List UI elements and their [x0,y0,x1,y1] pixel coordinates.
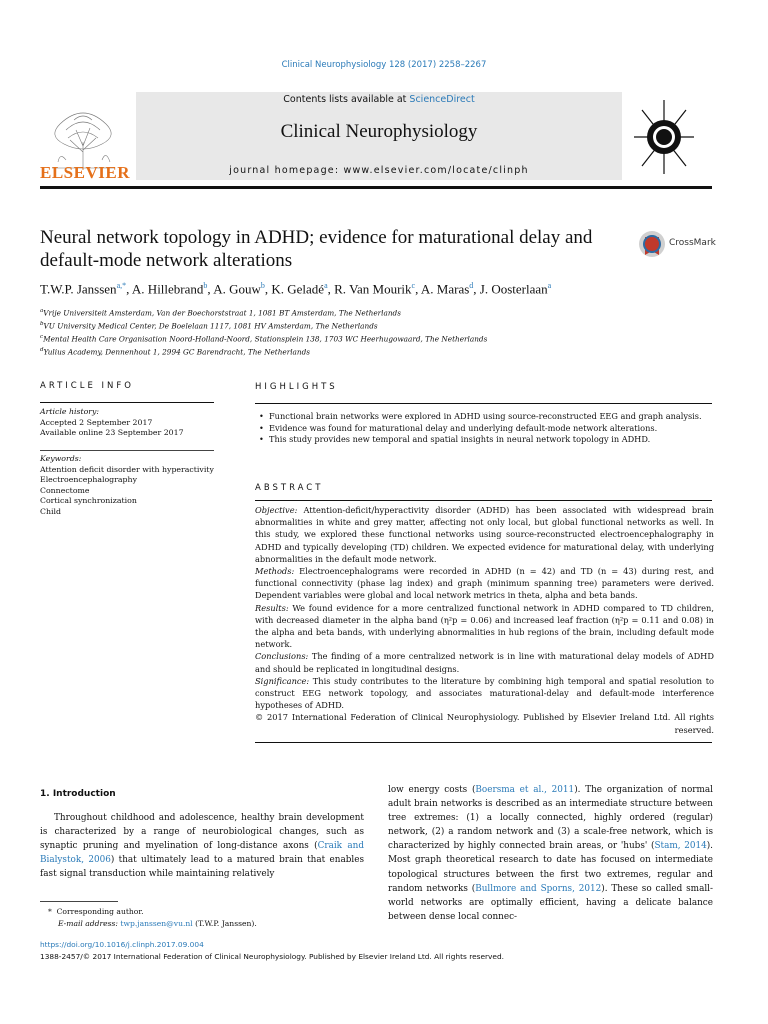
affil-text: Mental Health Care Organisation Noord-Holland-Noord, Stationsplein 138, 1703 WC Heerhugowaard, The Netherlands [43,334,488,344]
contents-prefix: Contents lists available at [283,94,410,105]
highlight-item: • Functional brain networks were explored in ADHD using source-reconstructed EEG and graph analysis. [263,411,715,423]
abstract-section [255,565,714,602]
body-text: low energy costs ( [388,785,476,795]
article-title: Neural network topology in ADHD; evidence for maturational delay and default-mode network alterations [40,227,593,271]
abstract-section [255,675,714,712]
author-affil-marker[interactable]: d [469,281,474,290]
body-text: ). These so called small-world networks are optimally efficient, having a delicate balance between dense local connec- [388,883,713,922]
abstract-body [255,504,714,736]
crossmark-badge[interactable] [638,230,718,260]
abstract-label: Objective: [255,505,298,515]
affiliation [40,345,720,358]
citation-link[interactable]: Craik and Bialystok, 2006 [40,841,364,866]
copyright: © 2017 International Federation of Clinical Neurophysiology. Published by Elsevier Ireland Ltd. All rights reserved. [255,712,714,735]
author-affil-marker[interactable]: b [260,281,265,290]
footnote [40,906,364,929]
author-name: A. Hillebrand [131,281,204,297]
body-text: ). The organization of normal adult brain networks is described as an intermediate structure between tree extremes: (1) a locally connected, highly ordered (regular) network, (2) a random network and (3) a scale-free network, which is characterized by highly connected brain areas, or 'hubs' ( [388,785,713,852]
footnote-rule [40,901,118,902]
keywords [40,454,220,518]
footnote-marker: * [48,907,52,916]
divider [255,742,712,743]
affil-marker: d [40,346,44,353]
author-list: T.W.P. Janssen$^{a,*}$, A. Hillebrand$^b$, A. Gouw$^b$, K. Geladé$^a$, R. Van Mourik$^c$, A. Maras$^d$, J. Oosterlaan$^a$ [40,281,552,297]
crossmark-label: CrossMark [669,238,716,248]
accepted-date: Accepted 2 September 2017 [40,417,153,427]
affiliation [40,319,720,332]
divider [255,500,712,501]
article-info-heading: ARTICLE INFO [40,381,134,391]
journal-name: Clinical Neurophysiology [280,121,478,142]
citation-link[interactable]: Boersma et al., 2011 [475,785,575,795]
affil-marker: c [40,333,44,340]
highlights-list [255,411,715,446]
keyword[interactable]: Attention deficit disorder with hyperactivity [40,464,214,474]
journal-cover-icon [628,94,700,180]
abstract-label: Methods: [255,566,295,577]
author-affil-marker[interactable]: c [411,281,416,290]
author-affil-marker[interactable]: a,* [116,281,127,290]
abstract-section [255,504,714,565]
keyword[interactable]: Connectome [40,485,90,495]
abstract-section [255,602,714,651]
doi-link[interactable]: https://doi.org/10.1016/j.clinph.2017.09.004 [40,940,204,949]
abstract-label: Significance: [255,675,310,686]
contents-line [136,94,622,105]
author-name: K. Geladé [271,281,325,297]
crossmark-icon [638,230,666,258]
abstract-section [255,650,714,674]
abstract-text: This study contributes to the literature by combining high temporal and spatial resolution to construct EEG network topology, and associates maturational-delay and default-mode interference hypotheses of ADHD. [255,675,714,711]
email-label: E-mail address: [58,918,118,928]
abstract-text: Electroencephalograms were recorded in ADHD (n = 42) and TD (n = 43) during rest, and functional connectivity (phase lag index) and graph (minimum spanning tree) parameters were derived. Dependent variables were global and local network metrics in theta, alpha and beta bands. [255,566,714,601]
article-history [40,407,220,439]
highlight-item: • This study provides new temporal and spatial insights in neural network topology in ADHD. [263,434,715,446]
journal-citation[interactable]: Clinical Neurophysiology 128 (2017) 2258–2267 [281,60,487,70]
affil-marker: a [40,308,44,314]
abstract-text: The finding of a more centralized network is in line with maturational delay models of ADHD and should be replicated in longitudinal designs. [255,651,714,674]
author-name: R. Van Mourik [334,281,412,297]
body-text: ). Most graph theoretical research to date has focused on intermediate topological structures between the first two extremes, regular and random networks ( [388,841,713,894]
abstract-label: Results: [255,602,289,613]
author-affil-marker[interactable]: a [324,281,328,290]
affiliations [40,306,720,358]
available-date: Available online 23 September 2017 [40,428,184,438]
abstract-label: Conclusions: [255,651,309,662]
author-affil-marker[interactable]: b [203,281,208,290]
body-text: Throughout childhood and adolescence, healthy brain development is characterized by a range of neurobiological changes, such as synaptic pruning and myelination of long-distance axons ( [40,813,364,852]
citation-link[interactable]: Bullmore and Sporns, 2012 [475,883,602,894]
author-affil-marker[interactable]: a [547,281,552,290]
highlight-item: • Evidence was found for maturational delay and underlying default-mode network alterations. [263,423,715,435]
affil-text: Yulius Academy, Dennenhout 1, 2994 GC Barendracht, The Netherlands [43,347,311,357]
sciencedirect-link[interactable]: ScienceDirect [409,94,475,105]
journal-homepage[interactable]: journal homepage: www.elsevier.com/locate/clinph [229,165,529,176]
header-rule [40,186,712,189]
divider [40,402,214,403]
keyword[interactable]: Cortical synchronization [40,496,137,506]
abstract-text: Attention-deficit/hyperactivity disorder (ADHD) has been associated with widespread brain abnormalities in white and grey matter, affecting not only local, but global functional networks as well. In this study, we explored these functional networks using source-reconstructed electroencephalography in ADHD and typically developing (TD) children. We expected evidence for maturational delay, with underlying abnormalities in the default mode network. [255,505,714,564]
intro-column-2 [388,783,713,924]
highlights-heading: HIGHLIGHTS [255,382,338,392]
affiliation [40,332,720,345]
affil-text: VU University Medical Center, De Boelelaan 1117, 1081 HV Amsterdam, The Netherlands [43,321,378,331]
intro-column-1 [40,811,364,881]
author-name: T.W.P. Janssen [40,281,117,297]
author-name: A. Maras [420,281,470,297]
affil-text: Vrije Universiteit Amsterdam, Van der Boechorststraat 1, 1081 BT Amsterdam, The Netherlands [43,308,401,318]
footnote-label: Corresponding author. [56,907,144,916]
affiliation [40,306,720,319]
divider [40,450,214,451]
elsevier-wordmark: ELSEVIER [40,163,130,182]
divider [255,403,712,404]
section-heading: 1. Introduction [40,789,116,799]
email-link[interactable]: twp.janssen@vu.nl [120,918,193,928]
issn-line: 1388-2457/© 2017 International Federation of Clinical Neurophysiology. Published by Elsevier Ireland Ltd. All rights reserved. [40,952,505,961]
citation-link[interactable]: Stam, 2014 [654,841,707,852]
keyword[interactable]: Electroencephalography [40,475,137,485]
email-suffix: (T.W.P. Janssen). [192,918,257,928]
history-label: Article history: [40,407,100,416]
author-name: J. Oosterlaan [479,281,548,297]
affil-marker: b [40,320,44,327]
author-name: A. Gouw [213,281,261,297]
keyword[interactable]: Child [40,506,61,516]
keywords-label: Keywords: [40,454,82,463]
abstract-heading: ABSTRACT [255,483,324,493]
body-text: ) that ultimately lead to a matured brain that enables fast signal transduction while maintaining relatively [40,855,364,880]
abstract-text: We found evidence for a more centralized functional network in ADHD compared to TD children, with decreased diameter in the alpha band (η²p = 0.06) and increased leaf fraction (η²p = 0.11 and 0.08) in the alpha and beta bands, with underlying abnormalities in hub regions of the brain, including default mode network. [255,602,714,650]
